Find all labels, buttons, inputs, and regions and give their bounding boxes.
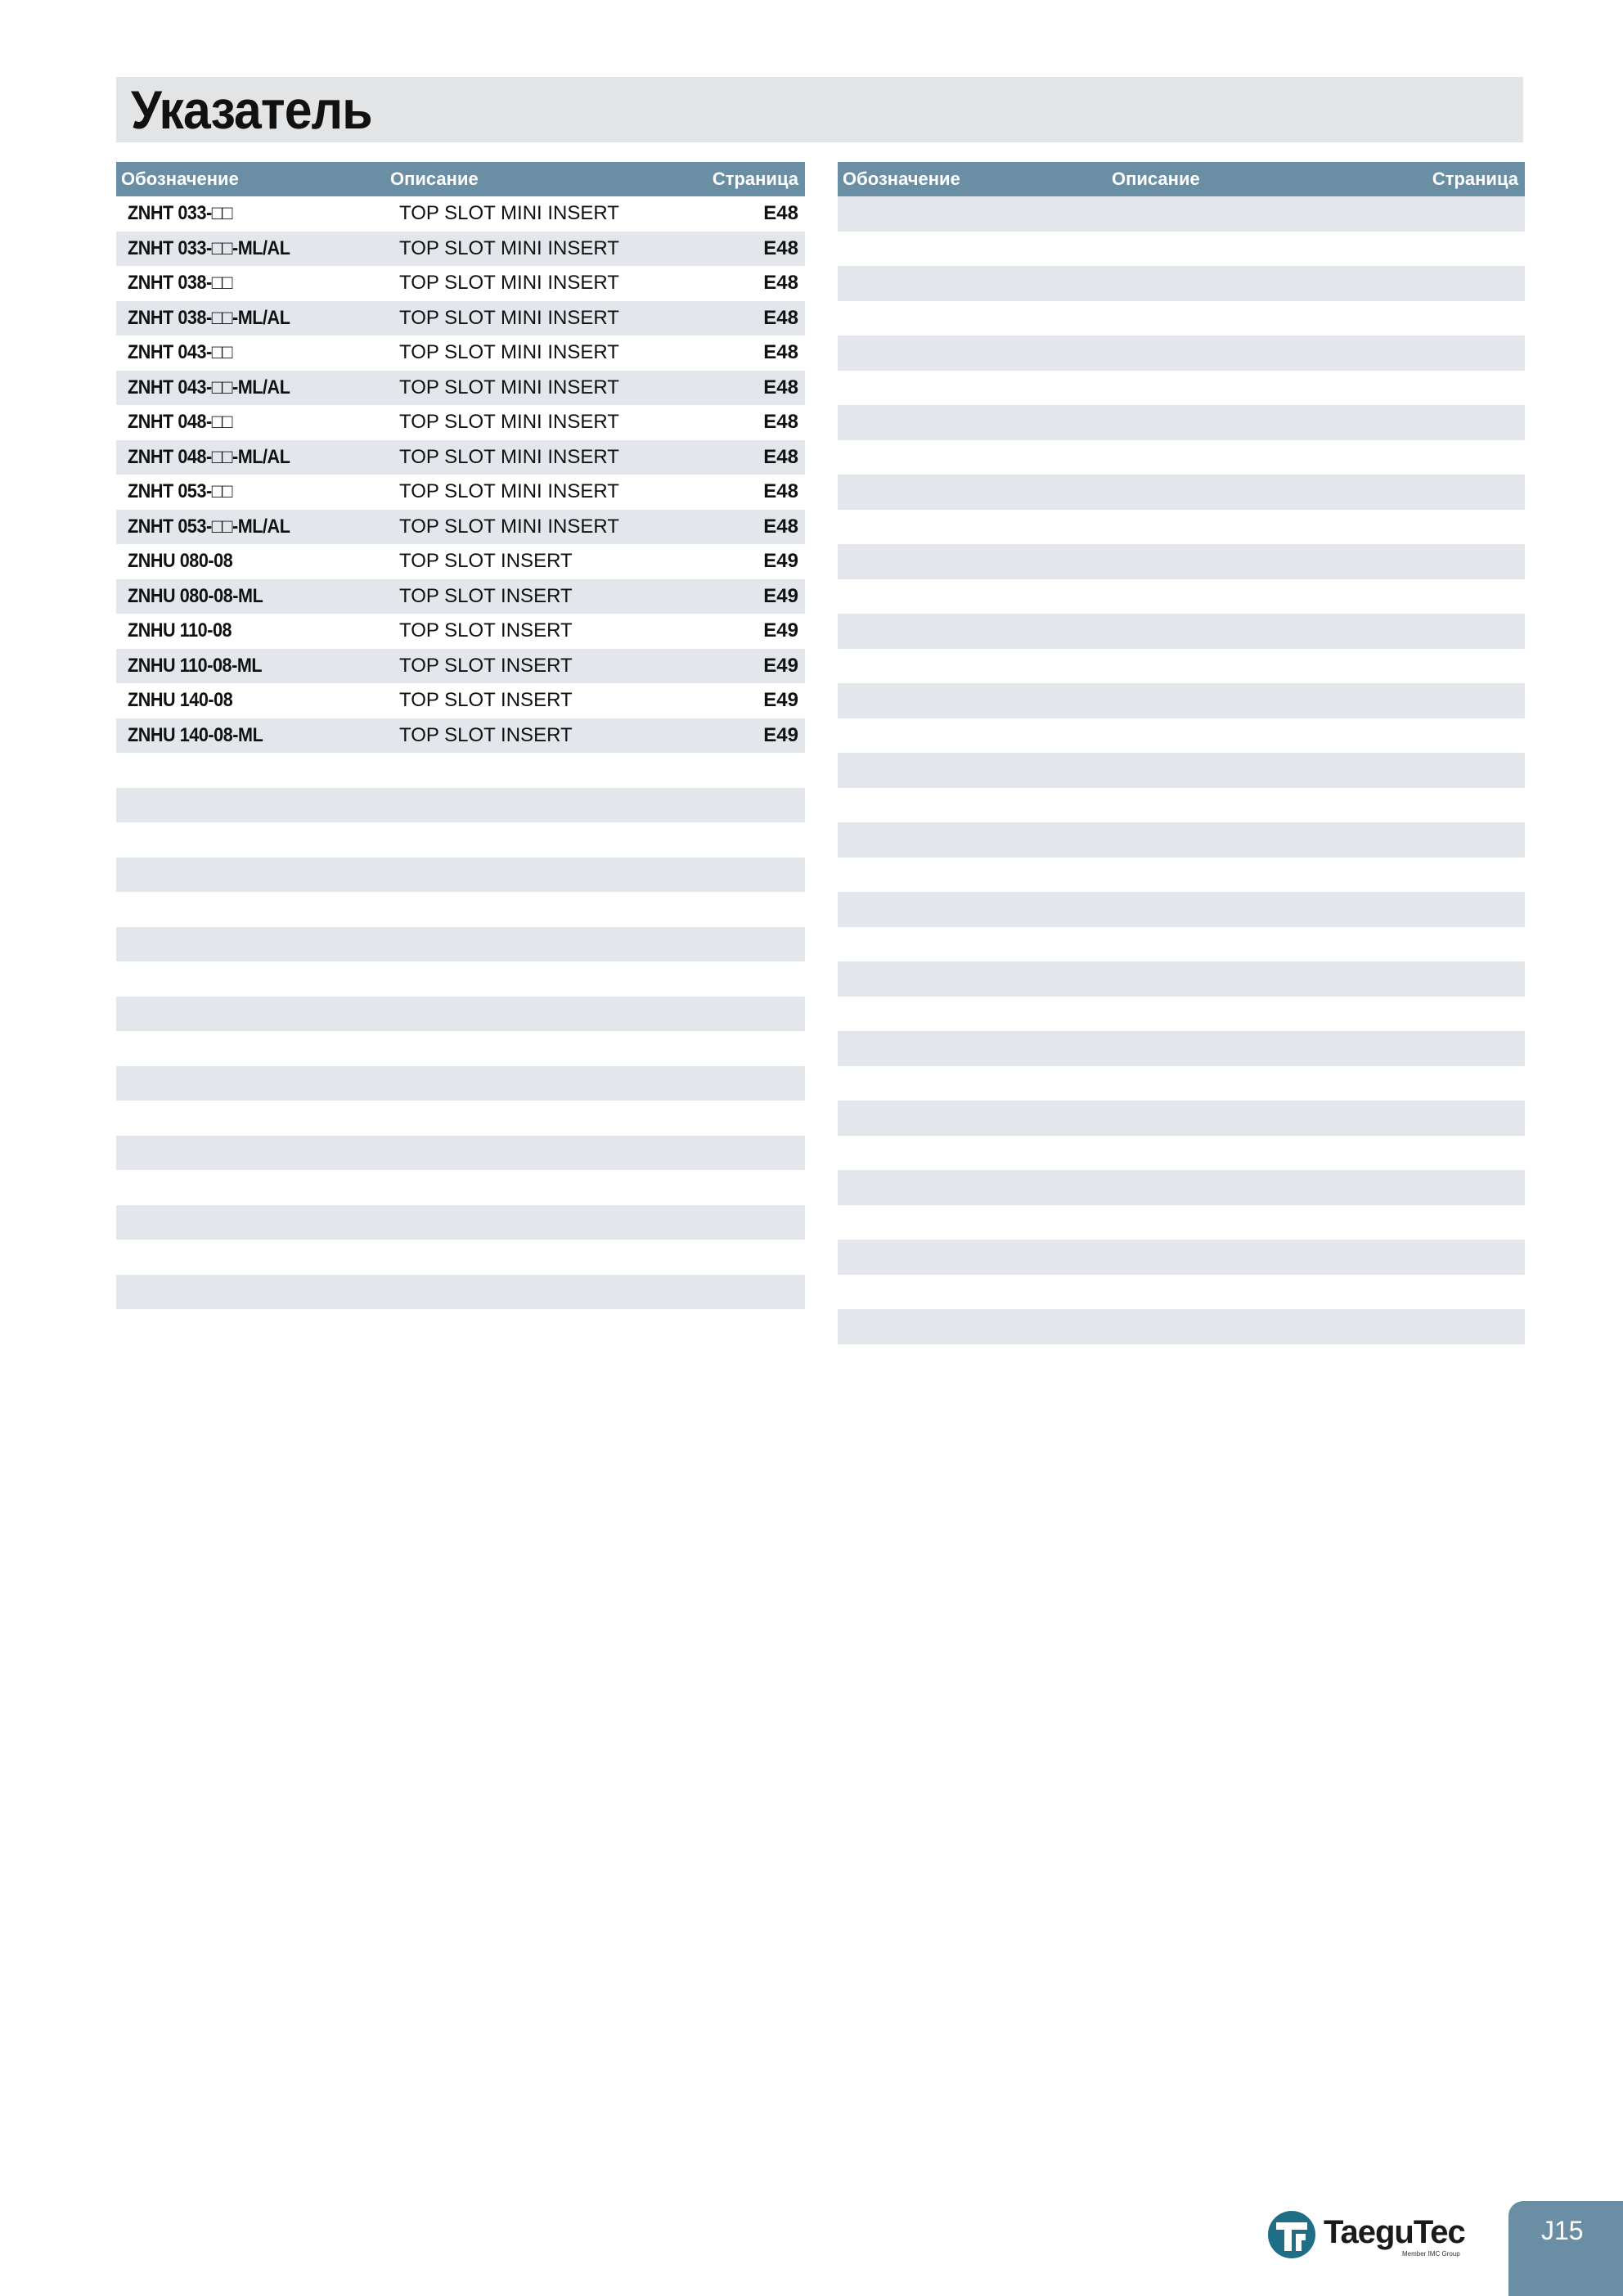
page-number-value: 48 xyxy=(776,306,798,329)
empty-row xyxy=(838,544,1525,579)
table-row xyxy=(116,649,805,684)
page-number-value: 48 xyxy=(776,515,798,538)
empty-row xyxy=(838,614,1525,649)
empty-row xyxy=(838,1275,1525,1310)
page-number-value: 48 xyxy=(776,480,798,502)
empty-row xyxy=(838,997,1525,1032)
item-code: ZNHT 043-□□-ML/AL xyxy=(128,376,290,398)
empty-row xyxy=(838,579,1525,615)
page-section-letter: E xyxy=(763,411,777,433)
empty-row xyxy=(838,927,1525,962)
item-page xyxy=(763,371,798,406)
page-number-value: 48 xyxy=(776,445,798,468)
empty-row xyxy=(838,788,1525,823)
page-number-tab xyxy=(1508,2201,1623,2296)
item-page xyxy=(763,335,798,371)
empty-row xyxy=(838,753,1525,788)
item-page xyxy=(763,405,798,440)
header-code: Обозначение xyxy=(843,169,960,189)
table-row xyxy=(116,440,805,475)
item-description: TOP SLOT MINI INSERT xyxy=(399,272,619,294)
page-number-value: 49 xyxy=(776,689,798,711)
empty-row xyxy=(838,196,1525,232)
item-page xyxy=(763,544,798,579)
page-section-letter: E xyxy=(763,236,777,259)
table-row xyxy=(116,614,805,649)
empty-row xyxy=(838,1240,1525,1275)
empty-row xyxy=(838,232,1525,267)
item-code: ZNHT 043-□□ xyxy=(128,341,232,363)
page-section-letter: E xyxy=(763,341,777,363)
empty-row xyxy=(838,718,1525,754)
item-code: ZNHU 140-08 xyxy=(128,689,233,711)
empty-row xyxy=(116,1240,805,1275)
table-row xyxy=(116,579,805,615)
brand-tagline: Member IMC Group xyxy=(1402,2250,1460,2258)
item-description: TOP SLOT INSERT xyxy=(399,550,573,572)
item-description: TOP SLOT MINI INSERT xyxy=(399,376,619,398)
page-section-letter: E xyxy=(763,445,777,468)
empty-row xyxy=(838,1101,1525,1136)
empty-row xyxy=(838,266,1525,301)
empty-row xyxy=(838,1309,1525,1344)
page-section-letter: E xyxy=(763,202,777,224)
empty-row xyxy=(838,961,1525,997)
empty-row xyxy=(116,961,805,997)
item-code: ZNHT 053-□□-ML/AL xyxy=(128,515,290,538)
item-description: TOP SLOT INSERT xyxy=(399,619,573,642)
taegutec-emblem-icon xyxy=(1266,2209,1317,2260)
page-number-value: 48 xyxy=(776,202,798,224)
item-code: ZNHT 053-□□ xyxy=(128,480,232,502)
empty-row xyxy=(838,301,1525,336)
empty-row xyxy=(838,1136,1525,1171)
item-description: TOP SLOT MINI INSERT xyxy=(399,480,619,502)
item-page xyxy=(763,649,798,684)
item-code: ZNHT 033-□□ xyxy=(128,202,232,224)
empty-row xyxy=(116,997,805,1032)
item-description: TOP SLOT MINI INSERT xyxy=(399,341,619,363)
empty-row xyxy=(116,1170,805,1205)
item-code: ZNHT 033-□□-ML/AL xyxy=(128,236,290,259)
item-description: TOP SLOT MINI INSERT xyxy=(399,515,619,538)
page-section-letter: E xyxy=(763,376,777,398)
page-section-letter: E xyxy=(763,689,777,711)
item-page xyxy=(763,266,798,301)
empty-row xyxy=(838,475,1525,510)
empty-row xyxy=(838,405,1525,440)
table-header xyxy=(116,162,805,196)
table-body-right xyxy=(838,196,1525,1344)
empty-row xyxy=(838,683,1525,718)
item-page xyxy=(763,683,798,718)
empty-row xyxy=(838,440,1525,475)
taegutec-logo xyxy=(1266,2209,1479,2260)
table-header xyxy=(838,162,1525,196)
table-row xyxy=(116,371,805,406)
empty-row xyxy=(116,788,805,823)
empty-row xyxy=(116,822,805,858)
empty-row xyxy=(116,1101,805,1136)
header-page: Страница xyxy=(1432,169,1518,189)
brand-name: TaeguTec xyxy=(1324,2214,1465,2250)
page-section-letter: E xyxy=(763,550,777,572)
page-section-letter: E xyxy=(763,619,777,642)
empty-row xyxy=(838,822,1525,858)
page-number-value: 48 xyxy=(776,236,798,259)
empty-row xyxy=(116,1205,805,1240)
table-row xyxy=(116,544,805,579)
table-row xyxy=(116,405,805,440)
item-code: ZNHU 080-08-ML xyxy=(128,584,263,607)
page-title: Указатель xyxy=(131,79,372,140)
table-row xyxy=(116,683,805,718)
item-page xyxy=(763,475,798,510)
empty-row xyxy=(116,1275,805,1310)
item-code: ZNHT 038-□□ xyxy=(128,272,232,294)
page-number-value: 48 xyxy=(776,411,798,433)
empty-row xyxy=(116,927,805,962)
empty-row xyxy=(838,1066,1525,1101)
item-description: TOP SLOT MINI INSERT xyxy=(399,411,619,433)
item-page xyxy=(763,232,798,267)
empty-row xyxy=(838,1205,1525,1240)
header-code: Обозначение xyxy=(121,169,239,189)
item-description: TOP SLOT INSERT xyxy=(399,723,573,746)
empty-row xyxy=(116,858,805,893)
page-section-letter: E xyxy=(763,515,777,538)
table-row xyxy=(116,301,805,336)
page-number-value: 49 xyxy=(776,550,798,572)
empty-row xyxy=(838,335,1525,371)
item-code: ZNHU 110-08 xyxy=(128,619,232,642)
page-section-letter: E xyxy=(763,584,777,607)
page-number-value: 48 xyxy=(776,376,798,398)
empty-row xyxy=(838,1031,1525,1066)
empty-row xyxy=(116,892,805,927)
item-description: TOP SLOT MINI INSERT xyxy=(399,236,619,259)
header-description: Описание xyxy=(390,169,479,189)
item-description: TOP SLOT INSERT xyxy=(399,689,573,711)
page-section-letter: E xyxy=(763,272,777,294)
item-page xyxy=(763,718,798,754)
item-code: ZNHT 038-□□-ML/AL xyxy=(128,306,290,329)
header-description: Описание xyxy=(1112,169,1200,189)
empty-row xyxy=(116,753,805,788)
title-bar xyxy=(116,77,1523,142)
header-page: Страница xyxy=(712,169,798,189)
item-page xyxy=(763,614,798,649)
item-description: TOP SLOT MINI INSERT xyxy=(399,445,619,468)
empty-row xyxy=(838,371,1525,406)
table-row xyxy=(116,335,805,371)
empty-row xyxy=(838,858,1525,893)
page-number-value: 49 xyxy=(776,584,798,607)
table-row xyxy=(116,718,805,754)
empty-row xyxy=(116,1136,805,1171)
index-table-right xyxy=(838,162,1525,1344)
item-code: ZNHU 140-08-ML xyxy=(128,723,263,746)
page-number-value: 49 xyxy=(776,723,798,746)
page-number-value: 48 xyxy=(776,341,798,363)
table-row xyxy=(116,510,805,545)
item-code: ZNHU 080-08 xyxy=(128,550,233,572)
empty-row xyxy=(838,892,1525,927)
empty-row xyxy=(116,1066,805,1101)
item-description: TOP SLOT MINI INSERT xyxy=(399,202,619,224)
table-row xyxy=(116,266,805,301)
page-number-value: 49 xyxy=(776,654,798,677)
table-row xyxy=(116,232,805,267)
empty-row xyxy=(838,1170,1525,1205)
item-page xyxy=(763,196,798,232)
page-number-value: 49 xyxy=(776,619,798,642)
page-number: J15 xyxy=(1541,2216,1584,2245)
table-body-left xyxy=(116,196,805,1309)
page-section-letter: E xyxy=(763,480,777,502)
item-code: ZNHT 048-□□-ML/AL xyxy=(128,445,290,468)
item-code: ZNHU 110-08-ML xyxy=(128,654,263,677)
item-description: TOP SLOT INSERT xyxy=(399,584,573,607)
page-section-letter: E xyxy=(763,654,777,677)
page-section-letter: E xyxy=(763,306,777,329)
item-description: TOP SLOT INSERT xyxy=(399,654,573,677)
item-code: ZNHT 048-□□ xyxy=(128,411,232,433)
item-page xyxy=(763,440,798,475)
item-page xyxy=(763,301,798,336)
table-row xyxy=(116,475,805,510)
page-number-value: 48 xyxy=(776,272,798,294)
page-section-letter: E xyxy=(763,723,777,746)
index-table-left xyxy=(116,162,805,1309)
table-row xyxy=(116,196,805,232)
empty-row xyxy=(116,1031,805,1066)
item-page xyxy=(763,579,798,615)
empty-row xyxy=(838,649,1525,684)
item-page xyxy=(763,510,798,545)
empty-row xyxy=(838,510,1525,545)
item-description: TOP SLOT MINI INSERT xyxy=(399,306,619,329)
